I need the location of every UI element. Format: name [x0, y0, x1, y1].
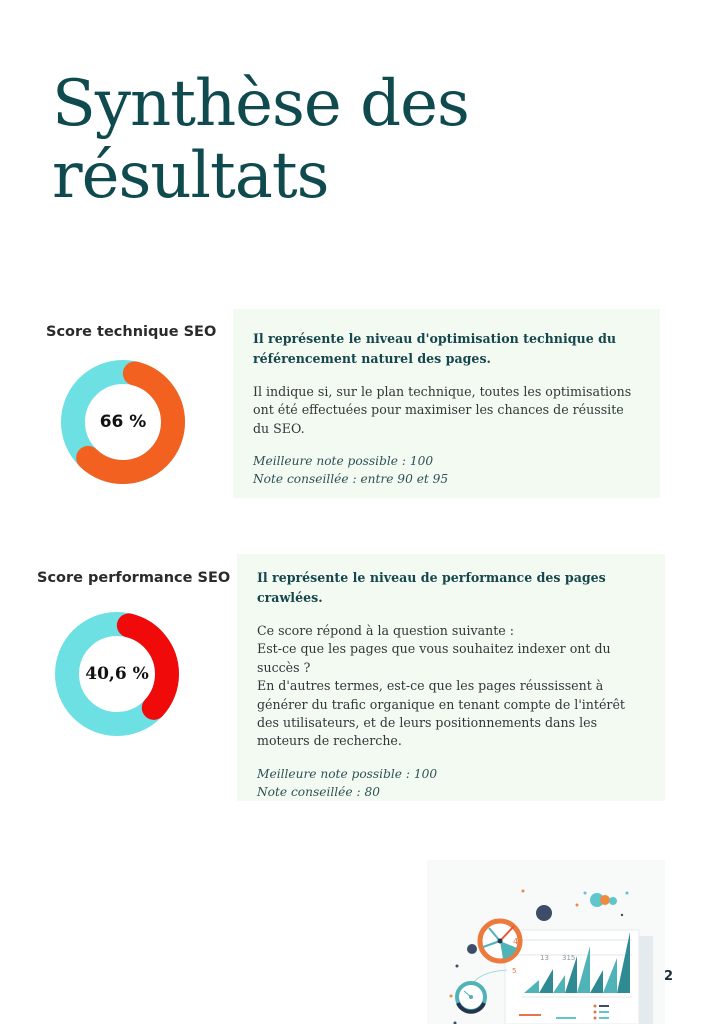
score-performance-notes: [257, 765, 645, 801]
score-technique-donut: [61, 360, 185, 484]
title-line-1: Synthèse des: [52, 67, 469, 141]
title-line-2: résultats: [52, 139, 329, 213]
svg-text:13: 13: [540, 954, 549, 962]
score-performance-lead: Il représente le niveau de performance des pages crawlées.: [257, 570, 606, 605]
score-performance-body: [257, 622, 645, 751]
score-technique-panel: [233, 309, 660, 498]
score-technique-value: 66 %: [99, 412, 147, 432]
score-performance-donut: [55, 612, 179, 736]
analytics-illustration-icon: [427, 860, 665, 1024]
score-technique-label: Score technique SEO: [46, 324, 217, 340]
body-line-2: Est-ce que les pages que vous souhaitez indexer ont du succès ?: [257, 641, 611, 675]
page-number: 2: [664, 969, 674, 984]
page-title: [52, 68, 469, 212]
body-line-1: Ce score répond à la question suivante :: [257, 623, 514, 638]
score-performance-panel: [237, 554, 665, 801]
svg-text:5: 5: [512, 967, 517, 975]
score-performance-value: 40,6 %: [85, 664, 149, 684]
score-technique-lead: Il représente le niveau d'optimisation technique du référencement naturel des pages.: [253, 331, 617, 366]
seo-analytics-illustration: [427, 860, 665, 1024]
svg-text:4: 4: [513, 937, 519, 946]
svg-text:315: 315: [562, 954, 576, 962]
score-performance-label: Score performance SEO: [37, 570, 231, 586]
body-line-3: En d'autres termes, est-ce que les pages réussissent à générer du trafic organique en tenant compte de l'intérêt des utilisateurs, et de leurs positionnements dans les moteurs de recherche.: [257, 678, 625, 749]
best-note: Meilleure note possible : 100: [253, 454, 434, 469]
recommended-note: Note conseillée : 80: [257, 784, 380, 799]
best-note: Meilleure note possible : 100: [257, 766, 438, 781]
score-technique-body: Il indique si, sur le plan technique, toutes les optimisations ont été effectuées pour maximiser les chances de réussite du SEO.: [253, 384, 632, 436]
recommended-note: Note conseillée : entre 90 et 95: [253, 472, 449, 487]
score-technique-notes: [253, 452, 640, 488]
